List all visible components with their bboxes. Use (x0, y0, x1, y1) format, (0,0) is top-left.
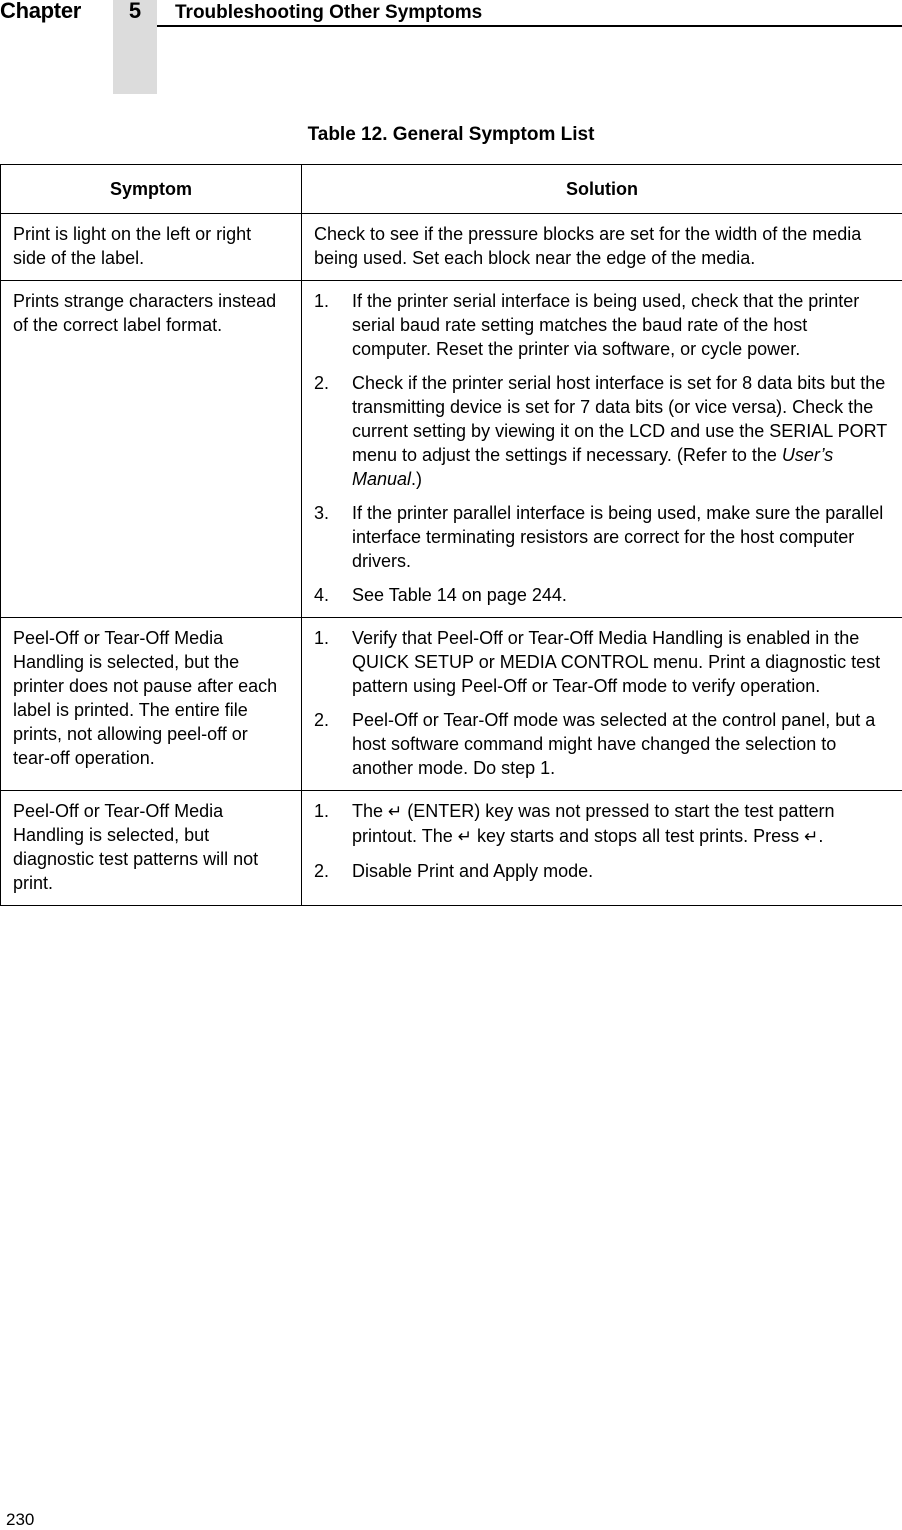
solution-steps (314, 289, 890, 607)
solution-step (314, 583, 890, 607)
table-row (1, 791, 902, 906)
solution-step (314, 626, 890, 698)
symptom-cell: Peel-Off or Tear-Off Media Handling is selected, but the printer does not pause after each label is printed. The entire file prints, not allowing peel-off or tear-off operation. (1, 618, 302, 791)
solution-step (314, 799, 890, 849)
table-row (1, 618, 902, 791)
table-caption: Table 12. General Symptom List (0, 124, 902, 146)
symptom-cell: Peel-Off or Tear-Off Media Handling is selected, but diagnostic test patterns will not print. (1, 791, 302, 906)
step-text: If the printer serial interface is being used, check that the printer serial baud rate setting matches the baud rate of the host computer. Reset the printer via software, or cycle power. (352, 291, 859, 359)
enter-key-icon: ↵ (388, 802, 402, 821)
step-number: 1. (314, 289, 329, 313)
step-number: 2. (314, 708, 329, 732)
enter-key-icon: ↵ (458, 827, 472, 846)
general-symptom-table (0, 164, 902, 906)
step-number: 1. (314, 799, 329, 823)
step-text: key starts and stops all test prints. Press (472, 826, 804, 846)
symptom-cell: Print is light on the left or right side of the label. (1, 214, 302, 281)
solution-cell (302, 791, 902, 906)
step-text-end: .) (411, 469, 422, 489)
solution-step (314, 708, 890, 780)
step-text: If the printer parallel interface is being used, make sure the parallel interface terminating resistors are correct for the host computer drivers. (352, 503, 883, 571)
symptom-cell: Prints strange characters instead of the correct label format. (1, 281, 302, 618)
step-number: 1. (314, 626, 329, 650)
solution-cell (302, 281, 902, 618)
step-text: See Table 14 on page 244. (352, 585, 567, 605)
column-header-symptom: Symptom (1, 165, 302, 214)
manual-title: User’s Manual (352, 445, 833, 489)
solution-step (314, 289, 890, 361)
chapter-tab (113, 0, 157, 94)
chapter-label: Chapter (0, 0, 81, 24)
step-number: 3. (314, 501, 329, 525)
step-number: 2. (314, 371, 329, 395)
page-number: 230 (6, 1510, 34, 1530)
step-text: Verify that Peel-Off or Tear-Off Media Handling is enabled in the QUICK SETUP or MEDIA CONTROL menu. Print a diagnostic test pattern using Peel-Off or Tear-Off mode to verify operation. (352, 628, 880, 696)
header-rule (157, 25, 902, 27)
step-text: Peel-Off or Tear-Off mode was selected at the control panel, but a host software command might have changed the selection to another mode. Do step 1. (352, 710, 875, 778)
step-text: The (352, 801, 388, 821)
step-text: Disable Print and Apply mode. (352, 861, 593, 881)
section-title: Troubleshooting Other Symptoms (175, 2, 482, 24)
step-text-end: . (818, 826, 823, 846)
table-row (1, 214, 902, 281)
solution-steps (314, 626, 890, 780)
solution-step (314, 859, 890, 883)
column-header-solution: Solution (302, 165, 902, 214)
solution-step (314, 501, 890, 573)
enter-key-icon: ↵ (804, 827, 818, 846)
page-header (0, 0, 902, 28)
solution-steps (314, 799, 890, 883)
step-number: 2. (314, 859, 329, 883)
solution-cell: Check to see if the pressure blocks are set for the width of the media being used. Set each block near the edge of the media. (302, 214, 902, 281)
step-number: 4. (314, 583, 329, 607)
chapter-number: 5 (113, 0, 157, 24)
solution-cell (302, 618, 902, 791)
table-header-row (1, 165, 902, 214)
step-text: Check if the printer serial host interface is set for 8 data bits but the transmitting device is set for 7 data bits (or vice versa). Check the current setting by viewing it on the LCD and use the SERIAL PORT menu to adjust the settings if necessary. (Refer to the (352, 373, 887, 465)
solution-step (314, 371, 890, 491)
step-text: (ENTER) key was not pressed to start the test pattern printout. The (352, 801, 834, 846)
table-row (1, 281, 902, 618)
